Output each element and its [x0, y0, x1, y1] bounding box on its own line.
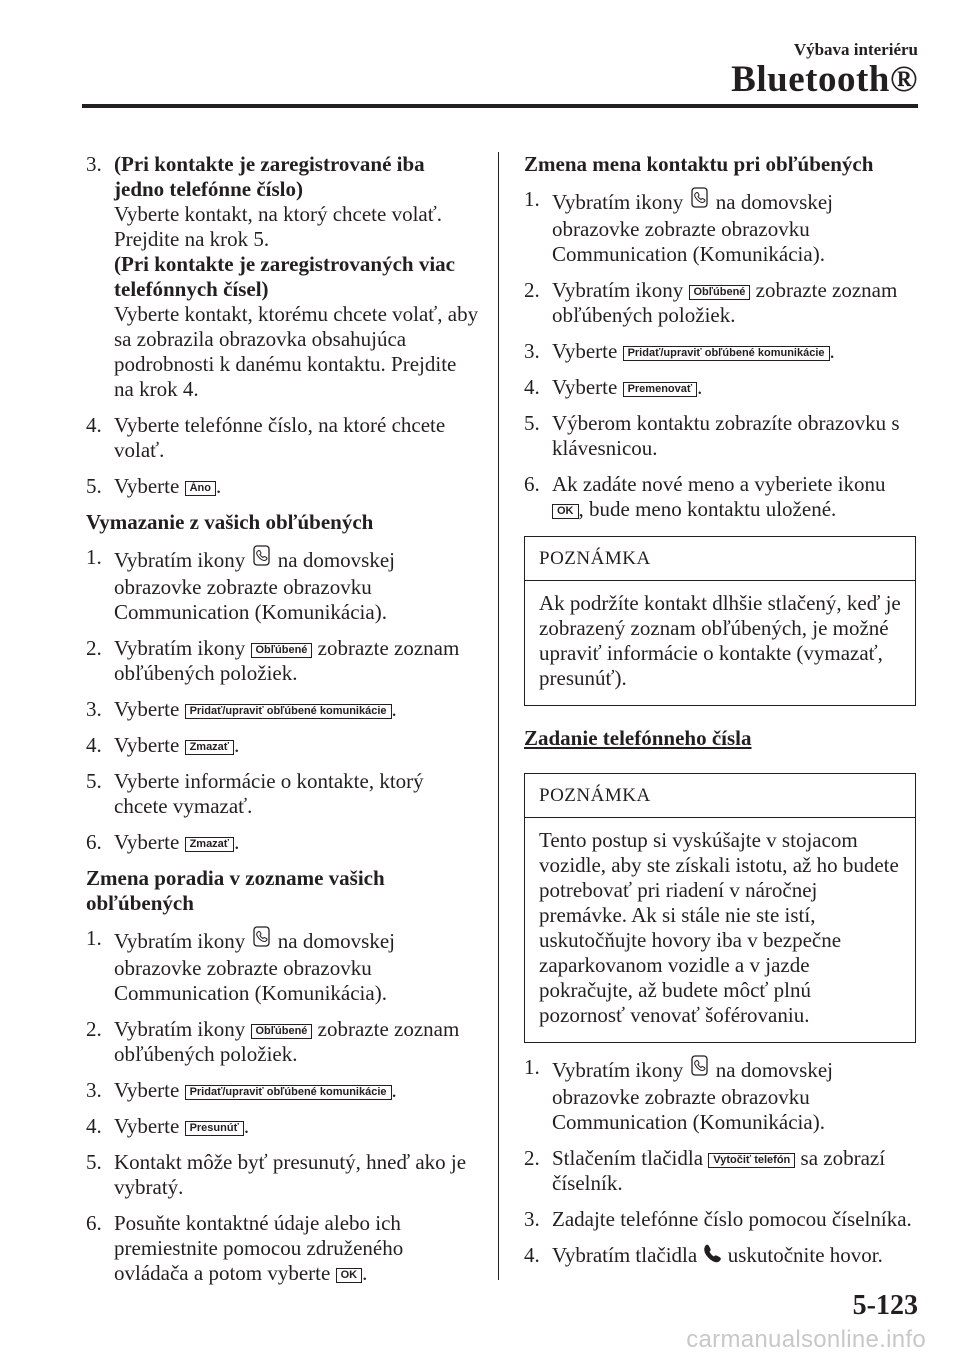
- step-text: Vyberte: [114, 697, 185, 721]
- step-text: Vyberte: [114, 830, 185, 854]
- step-3: [524, 1207, 916, 1232]
- step-number: 3.: [86, 697, 102, 721]
- step-1: [86, 926, 480, 1006]
- screen-button-label: Obľúbené: [689, 285, 751, 300]
- step-text: Vyberte: [552, 375, 623, 399]
- step-text: Vyberte: [114, 474, 180, 498]
- screen-button-label: Zmazať: [185, 740, 235, 755]
- step-text: Vyberte: [114, 733, 185, 757]
- step-number: 5.: [86, 769, 102, 793]
- step-4: [86, 413, 480, 463]
- screen-button-label: OK: [552, 504, 579, 519]
- step-text: .: [234, 733, 240, 757]
- step-text: .: [234, 830, 240, 854]
- step-3: [86, 152, 480, 402]
- step-number: 5.: [86, 1150, 102, 1174]
- step-text: Vybratím ikony: [552, 278, 689, 302]
- step-text: na domovskej obrazovke zobrazte obrazovku Communication (Komunikácia).: [114, 929, 395, 1005]
- step-text: Výberom kontaktu zobrazíte obrazovku s klávesnicou.: [552, 411, 900, 460]
- step-number: 6.: [524, 472, 540, 496]
- step-text: .: [391, 1078, 397, 1102]
- step-text: Vyberte: [114, 1078, 185, 1102]
- page-number: 5-123: [852, 1290, 918, 1321]
- step-6: [86, 830, 480, 855]
- screen-button-label: Pridať/upraviť obľúbené komunikácie: [185, 704, 392, 719]
- step-number: 3.: [86, 152, 102, 176]
- step-4: [86, 733, 480, 758]
- dial-heading: Zadanie telefónneho čísla: [524, 726, 752, 750]
- step-number: 4.: [524, 1243, 540, 1267]
- step-text: Vybratím ikony: [114, 1017, 251, 1041]
- step-number: 2.: [524, 278, 540, 302]
- step-4: [524, 375, 916, 400]
- step-4: [86, 1114, 480, 1139]
- step-text: Vybratím ikony: [552, 190, 689, 214]
- step-number: 6.: [86, 830, 102, 854]
- step-5: [86, 769, 480, 819]
- communication-icon: [689, 1055, 711, 1085]
- note-box: [524, 773, 916, 1043]
- chapter-title: Bluetooth®: [731, 59, 918, 100]
- step-number: 5.: [524, 411, 540, 435]
- screen-button-label: Obľúbené: [251, 1024, 313, 1039]
- step-number: 1.: [86, 926, 102, 950]
- step-text: Posuňte kontaktné údaje alebo ich premiestnite pomocou združeného ovládača a potom vyberte: [114, 1211, 404, 1285]
- step-number: 4.: [86, 413, 102, 437]
- step-6: [86, 1211, 480, 1286]
- step-number: 6.: [86, 1211, 102, 1235]
- step-3: [86, 697, 480, 722]
- step-text: Vyberte: [552, 339, 623, 363]
- step-text: Vybratím ikony: [552, 1058, 689, 1082]
- screen-button-label: OK: [336, 1268, 363, 1283]
- step-5: [86, 1150, 480, 1200]
- step-text: Vyberte informácie o kontakte, ktorý chcete vymazať.: [114, 769, 424, 818]
- step-1: [524, 1055, 916, 1135]
- step-text: .: [697, 375, 703, 399]
- watermark: carmanualsonline.info: [686, 1326, 926, 1353]
- note-title: POZNÁMKA: [525, 537, 915, 581]
- step-5: [86, 474, 480, 499]
- step-5: [524, 411, 916, 461]
- step-text: .: [829, 339, 835, 363]
- note-body: Tento postup si vyskúšajte v stojacom vozidle, aby ste získali istotu, až ho budete potrebovať pri riadení v náročnej premávke. Ak si stále nie ste istí, uskutočňujte hovory iba v bezpečne zaparkovanom vozidle a v jazde pokračujte, až budete môcť plnú pozornosť venovať šoférovaniu.: [539, 828, 899, 1027]
- step-number: 3.: [524, 1207, 540, 1231]
- step-number: 3.: [86, 1078, 102, 1102]
- step-text: zobrazte zoznam obľúbených položiek.: [552, 278, 898, 327]
- note-title: POZNÁMKA: [525, 774, 915, 818]
- step-text: na domovskej obrazovke zobrazte obrazovku Communication (Komunikácia).: [114, 548, 395, 624]
- step-1: [524, 187, 916, 267]
- step-text: Vybratím ikony: [114, 929, 251, 953]
- screen-button-label: Vytočiť telefón: [708, 1153, 795, 1168]
- step-3: [86, 1078, 480, 1103]
- step-text: uskutočnite hovor.: [722, 1243, 883, 1267]
- step-number: 2.: [524, 1146, 540, 1170]
- step-text: Vyberte telefónne číslo, na ktoré chcete volať.: [114, 413, 446, 462]
- dial-steps: [524, 1055, 916, 1270]
- right-column: [524, 152, 916, 1281]
- step-number: 3.: [524, 339, 540, 363]
- reorder-steps: [86, 926, 480, 1286]
- step3-text-multi: Vyberte kontakt, ktorému chcete volať, aby sa zobrazila obrazovka obsahujúca podrobnosti k danému kontaktu. Prejdite na krok 4.: [114, 302, 479, 401]
- yes-button-label: Áno: [185, 481, 216, 496]
- communication-icon: [251, 926, 273, 956]
- step-text: na domovskej obrazovke zobrazte obrazovku Communication (Komunikácia).: [552, 1058, 833, 1134]
- step-3: [524, 339, 916, 364]
- rename-heading: Zmena mena kontaktu pri obľúbených: [524, 152, 874, 176]
- step3-heading-single: (Pri kontakte je zaregistrované iba jedno telefónne číslo): [114, 152, 425, 201]
- screen-button-label: Pridať/upraviť obľúbené komunikácie: [623, 346, 830, 361]
- delete-heading: Vymazanie z vašich obľúbených: [86, 510, 374, 534]
- communication-icon: [689, 187, 711, 217]
- step-2: [524, 278, 916, 328]
- step-text: na domovskej obrazovke zobrazte obrazovku Communication (Komunikácia).: [552, 190, 833, 266]
- section-title: Výbava interiéru: [793, 40, 918, 59]
- step-number: 1.: [524, 187, 540, 211]
- column-divider: [498, 152, 499, 1280]
- reorder-heading: Zmena poradia v zozname vašich obľúbených: [86, 866, 385, 915]
- step-number: 5.: [86, 474, 102, 498]
- step-text: Ak zadáte nové meno a vyberiete ikonu: [552, 472, 886, 496]
- step-text: Vyberte: [114, 1114, 185, 1138]
- step-2: [524, 1146, 916, 1196]
- step-punct: .: [215, 474, 222, 498]
- screen-button-label: Pridať/upraviť obľúbené komunikácie: [185, 1085, 392, 1100]
- step3-text-single: Vyberte kontakt, na ktorý chcete volať. Prejdite na krok 5.: [114, 202, 442, 251]
- screen-button-label: Presunúť: [185, 1121, 244, 1136]
- call-icon: [702, 1244, 722, 1270]
- step-text: Vybratím ikony: [114, 548, 251, 572]
- step-number: 1.: [86, 545, 102, 569]
- step-number: 4.: [524, 375, 540, 399]
- step-text: .: [362, 1261, 368, 1285]
- step-text: Zadajte telefónne číslo pomocou číselníka.: [552, 1207, 912, 1231]
- step-text: Stlačením tlačidla: [552, 1146, 709, 1170]
- step-number: 2.: [86, 636, 102, 660]
- step-number: 4.: [86, 733, 102, 757]
- step-text: .: [243, 1114, 250, 1138]
- step3-heading-multi: (Pri kontakte je zaregistrovaných viac telefónnych čísel): [114, 252, 455, 301]
- step-text: zobrazte zoznam obľúbených položiek.: [114, 636, 460, 685]
- communication-icon: [251, 545, 273, 575]
- step-text: Kontakt môže byť presunutý, hneď ako je vybratý.: [114, 1150, 467, 1199]
- left-column: [86, 152, 480, 1297]
- step-number: 1.: [524, 1055, 540, 1079]
- step-2: [86, 1017, 480, 1067]
- step-4: [524, 1243, 916, 1270]
- step-text: Vybratím tlačidla: [552, 1243, 703, 1267]
- screen-button-label: Zmazať: [185, 837, 235, 852]
- delete-steps: [86, 545, 480, 855]
- step-text: zobrazte zoznam obľúbených položiek.: [114, 1017, 460, 1066]
- step-number: 4.: [86, 1114, 102, 1138]
- step-2: [86, 636, 480, 686]
- step-text: sa zobrazí číselník.: [552, 1146, 886, 1195]
- step-text: Vybratím ikony: [114, 636, 251, 660]
- step-6: [524, 472, 916, 522]
- note-body: Ak podržíte kontakt dlhšie stlačený, keď je zobrazený zoznam obľúbených, je možné upraviť informácie o kontakte (vymazať, presunúť).: [539, 591, 901, 690]
- header-rule: [82, 104, 918, 108]
- screen-button-label: Obľúbené: [251, 643, 313, 658]
- step-1: [86, 545, 480, 625]
- screen-button-label: Premenovať: [623, 382, 698, 397]
- note-box: [524, 536, 916, 706]
- rename-steps: [524, 187, 916, 522]
- step-text: , bude meno kontaktu uložené.: [578, 497, 837, 521]
- step-text: .: [391, 697, 397, 721]
- step-number: 2.: [86, 1017, 102, 1041]
